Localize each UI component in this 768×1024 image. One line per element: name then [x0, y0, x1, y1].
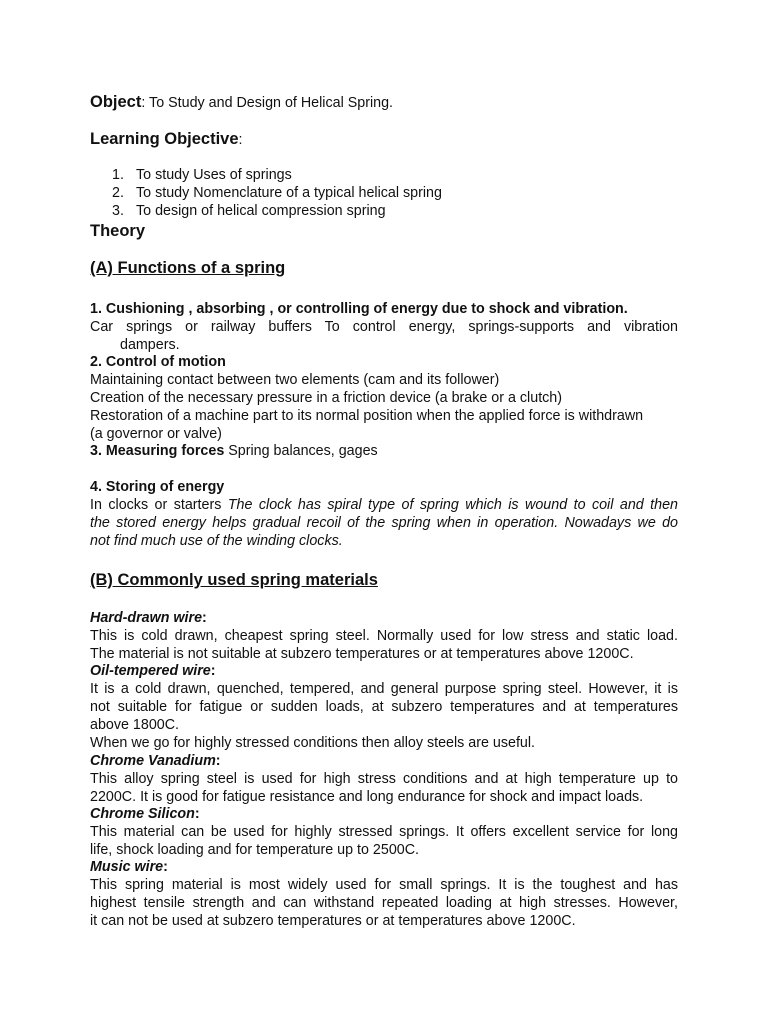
section-b-title: (B) Commonly used spring materials [90, 571, 378, 589]
function-4-heading: 4. Storing of energy [90, 479, 225, 495]
material-heading: Music wire: [90, 859, 168, 875]
theory-heading: Theory [90, 222, 146, 240]
objective-text: To design of helical compression spring [136, 203, 386, 219]
material-line: highest tensile strength and can withstand repeated loading at high stresses. However, [90, 895, 678, 911]
learning-objective-heading [90, 130, 678, 149]
material-line: The material is not suitable at subzero temperatures or at temperatures above 1200C. [90, 646, 634, 662]
learning-objective-label: Learning Objective [90, 130, 239, 148]
objective-text: To study Uses of springs [136, 167, 292, 183]
function-1-line: Car springs or railway buffers To control energy, springs-supports and vibration [90, 319, 678, 335]
function-3-line [90, 442, 678, 460]
material-line: When we go for highly stressed conditions then alloy steels are useful. [90, 735, 536, 751]
objective-number: 3. [112, 203, 124, 219]
function-2-line: Creation of the necessary pressure in a friction device (a brake or a clutch) [90, 390, 563, 406]
material-line: This spring material is most widely used for small springs. It is the toughest and has [90, 877, 678, 893]
object-line [90, 93, 678, 112]
function-2-line: Restoration of a machine part to its normal position when the applied force is withdrawn [90, 408, 644, 424]
material-line: it can not be used at subzero temperatures or at temperatures above 1200C. [90, 913, 576, 929]
function-2-heading: 2. Control of motion [90, 354, 226, 370]
material-heading: Chrome Silicon: [90, 806, 200, 822]
function-4-italic-line: the stored energy helps gradual recoil of the spring when in operation. Nowadays we do [90, 515, 678, 531]
objective-text: To study Nomenclature of a typical helical spring [136, 185, 442, 201]
material-line: life, shock loading and for temperature up to 2500C. [90, 842, 420, 858]
material-line: 2200C. It is good for fatigue resistance and long endurance for shock and impact loads. [90, 789, 644, 805]
object-colon: : [141, 95, 146, 111]
material-name: Oil-tempered wire [90, 663, 211, 679]
material-heading: Oil-tempered wire: [90, 663, 216, 679]
material-name: Music wire [90, 859, 164, 875]
material-heading: Hard-drawn wire: [90, 610, 207, 626]
function-4-line [90, 496, 678, 514]
material-line: This material can be used for highly stressed springs. It offers excellent service for long [90, 824, 678, 840]
function-4-italic-line: not find much use of the winding clocks. [90, 533, 343, 549]
objective-number: 2. [112, 185, 124, 201]
function-3-heading: 3. Measuring forces [90, 443, 225, 459]
objective-number: 1. [112, 167, 124, 183]
material-name: Chrome Silicon [90, 806, 195, 822]
material-line: This alloy spring steel is used for high stress conditions and at high temperature up to [90, 771, 678, 787]
section-a-title: (A) Functions of a spring [90, 259, 286, 277]
object-text: To Study and Design of Helical Spring. [145, 95, 394, 111]
function-4-italic: The clock has spiral type of spring which is wound to coil and then [227, 497, 678, 513]
function-3-text: Spring balances, gages [224, 443, 378, 459]
function-1-heading: 1. Cushioning , absorbing , or controlling of energy due to shock and vibration. [90, 301, 628, 317]
material-name: Chrome Vanadium [90, 753, 216, 769]
material-heading: Chrome Vanadium: [90, 753, 221, 769]
material-line: This is cold drawn, cheapest spring steel. Normally used for low stress and static load. [90, 628, 678, 644]
material-line: not suitable for fatigue or sudden loads, at subzero temperatures and at temperatures [90, 699, 678, 715]
material-name: Hard-drawn wire [90, 610, 203, 626]
learning-objective-colon: : [238, 132, 243, 148]
function-1-line: dampers. [120, 337, 180, 353]
function-2-line: Maintaining contact between two elements (cam and its follower) [90, 372, 500, 388]
material-line: above 1800C. [90, 717, 180, 733]
material-line: It is a cold drawn, quenched, tempered, and general purpose spring steel. However, it is [90, 681, 678, 697]
object-label: Object [90, 93, 142, 111]
function-2-line: (a governor or valve) [90, 426, 222, 442]
function-4-lead: In clocks or starters [90, 497, 228, 513]
